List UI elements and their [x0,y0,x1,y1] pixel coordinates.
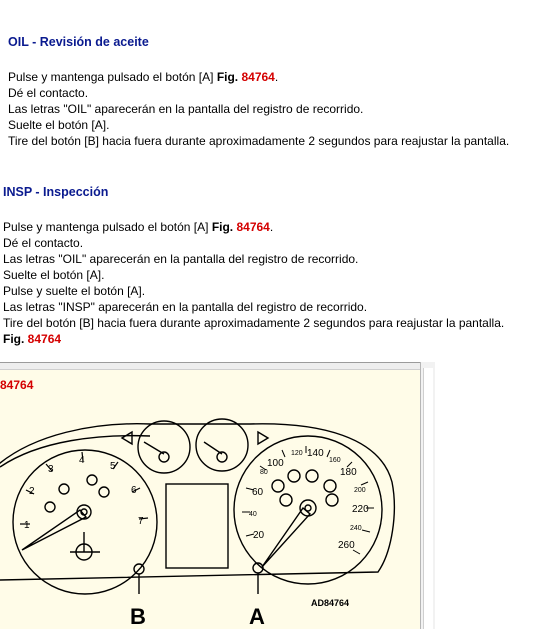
insp-step-1-text: Pulse y mantenga pulsado el botón [A] [3,220,212,234]
oil-section-title: OIL - Revisión de aceite [8,35,149,49]
speedo-num-260: 260 [338,540,355,551]
insp-step-3: Las letras "OIL" aparecerán en la pantalla del registro de recorrido. [3,252,359,266]
oil-step-4: Suelte el botón [A]. [8,118,110,132]
speedo-num-60: 60 [252,487,264,498]
insp-step-6: Las letras "INSP" aparecerán en la pantalla del registro de recorrido. [3,300,368,314]
speedo-num-160: 160 [329,457,341,464]
tach-num-7: 7 [138,516,144,527]
tach-num-5: 5 [110,461,116,472]
temp-gauge [196,419,248,471]
tach-needle [22,510,86,550]
speedo-num-140: 140 [307,448,324,459]
insp-fig-line [3,331,504,347]
insp-fig-word-end: Fig. [3,332,28,346]
oil-step-5: Tire del botón [B] hacia fuera durante aproximadamente 2 segundos para reajustar la pantalla. [8,134,510,148]
speedo-num-220: 220 [352,504,369,515]
oil-step-1-end: . [274,70,279,84]
speedo-num-40: 40 [249,511,257,518]
speedo-needle [262,508,310,567]
tach-num-3: 3 [48,464,54,475]
cluster-outline [0,424,394,580]
tach-num-6: 6 [131,485,137,496]
speedo-num-100: 100 [267,458,284,469]
oil-fig-link[interactable]: 84764 [241,70,275,84]
insp-step-2: Dé el contacto. [3,236,84,250]
tach-num-2: 2 [29,486,35,497]
speedo-num-180: 180 [340,467,357,478]
oil-step-1 [8,69,509,85]
oil-fig-word: Fig. [216,70,242,84]
insp-step-1 [3,219,504,235]
figure-scrollbar-thumb[interactable] [423,368,433,629]
figure-panel [0,362,435,629]
insp-step-7: Tire del botón [B] hacia fuera durante aproximadamente 2 segundos para reajustar la pantalla. [3,316,505,330]
speedo-num-20: 20 [253,530,265,541]
speedo-num-80: 80 [260,469,268,476]
figure-number-label: 84764 [0,378,34,392]
button-b-label: B [130,604,146,629]
oil-step-2: Dé el contacto. [8,86,89,100]
oil-step-3: Las letras "OIL" aparecerán en la pantalla del registro de recorrido. [8,102,364,116]
center-display [166,484,228,568]
figure-scrollbar[interactable] [420,362,435,629]
insp-section-title: INSP - Inspección [3,185,109,199]
instrument-cluster-illustration [0,362,420,629]
insp-fig-link-end[interactable]: 84764 [27,332,62,346]
fuel-gauge [138,421,190,473]
insp-fig-link[interactable]: 84764 [236,220,270,234]
button-a-label: A [249,604,265,629]
insp-instructions [3,219,504,347]
speedo-num-200: 200 [354,487,366,494]
oil-instructions [8,69,509,149]
tach-num-4: 4 [79,455,85,466]
insp-step-1-end: . [269,220,274,234]
insp-step-4: Suelte el botón [A]. [3,268,105,282]
speedo-num-240: 240 [350,525,362,532]
insp-fig-word: Fig. [211,220,237,234]
speedo-num-120: 120 [291,450,303,457]
oil-step-1-text: Pulse y mantenga pulsado el botón [A] [8,70,217,84]
figure-code: AD84764 [311,598,350,608]
insp-step-5: Pulse y suelte el botón [A]. [3,284,146,298]
tach-num-1: 1 [24,520,30,531]
